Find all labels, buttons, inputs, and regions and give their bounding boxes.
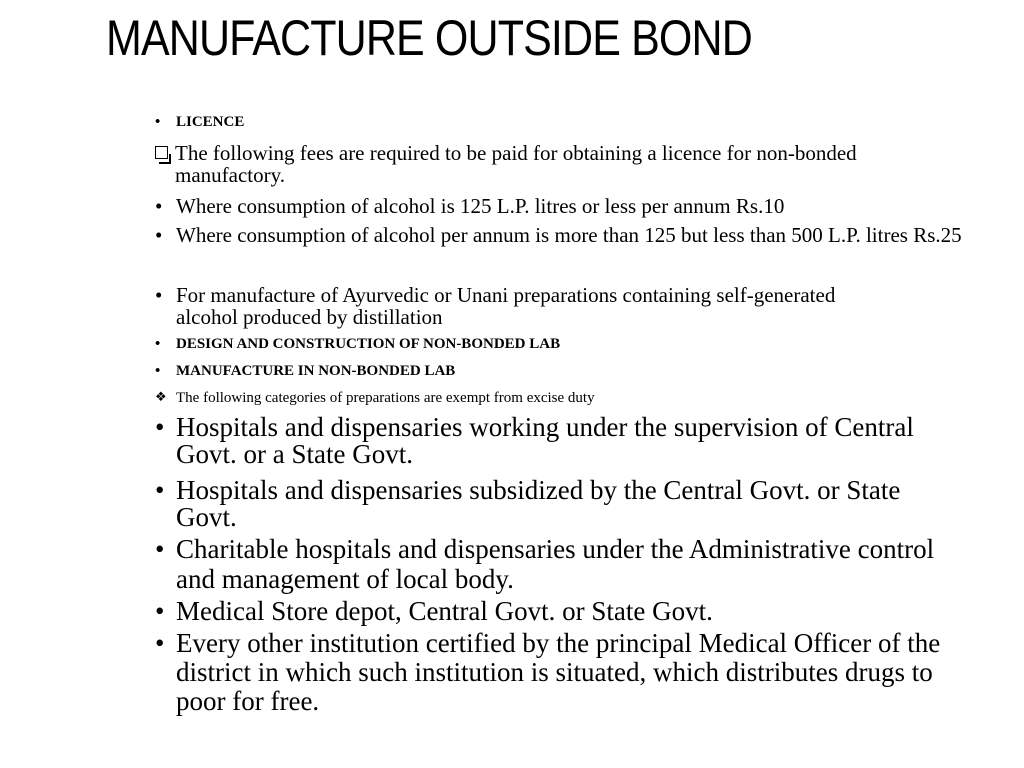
bullet-design-construction	[155, 335, 985, 353]
bullet-fee-500	[155, 224, 985, 246]
bullet-text: Charitable hospitals and dispensaries under the Administrative control and management of local body.	[176, 534, 935, 594]
bullet-exempt-categories	[155, 389, 985, 407]
bullet-hospitals-subsidized	[155, 477, 925, 531]
diamond-bullet-icon: ❖	[155, 390, 167, 405]
bullet-text: LICENCE	[176, 114, 245, 130]
bullet-text: The following fees are required to be paid for obtaining a licence for non-bonded manufactory.	[175, 141, 857, 187]
bullet-medical-store	[155, 598, 985, 625]
bullet-dot-icon: •	[155, 534, 165, 564]
bullet-ayurvedic	[155, 284, 895, 328]
bullet-text: Hospitals and dispensaries working under the supervision of Central Govt. or a State Govt.	[176, 412, 914, 469]
bullet-text: Hospitals and dispensaries subsidized by the Central Govt. or State Govt.	[176, 475, 901, 532]
bullet-text: DESIGN AND CONSTRUCTION OF NON-BONDED LAB	[176, 336, 561, 352]
bullet-hospitals-supervision	[155, 414, 925, 468]
bullet-dot-icon: •	[155, 628, 165, 658]
bullet-charitable-hospitals	[155, 534, 945, 594]
bullet-dot-icon: •	[155, 363, 161, 379]
bullet-licence	[155, 113, 985, 131]
bullet-dot-icon: •	[155, 336, 161, 352]
slide-title: MANUFACTURE OUTSIDE BOND	[106, 10, 752, 66]
bullet-dot-icon: •	[155, 114, 161, 130]
bullet-manufacture-lab	[155, 362, 985, 380]
bullet-other-institution	[155, 629, 955, 716]
bullet-dot-icon: •	[155, 412, 165, 442]
bullet-text: For manufacture of Ayurvedic or Unani preparations containing self-generated alcohol produced by distillation	[176, 283, 836, 329]
bullet-text: Medical Store depot, Central Govt. or State Govt.	[176, 596, 713, 626]
bullet-fee-125	[155, 195, 985, 217]
bullet-dot-icon: •	[155, 194, 163, 218]
bullet-fees-intro	[155, 142, 955, 186]
bullet-text: Where consumption of alcohol per annum is more than 125 but less than 500 L.P. litres Rs.25	[176, 223, 962, 247]
bullet-text: MANUFACTURE IN NON-BONDED LAB	[176, 363, 456, 379]
bullet-dot-icon: •	[155, 223, 163, 247]
bullet-dot-icon: •	[155, 596, 165, 626]
bullet-dot-icon: •	[155, 283, 163, 307]
bullet-text: The following categories of preparations are exempt from excise duty	[176, 390, 595, 406]
bullet-text: Every other institution certified by the principal Medical Officer of the district in which such institution is situated, which distributes drugs to poor for free.	[176, 628, 941, 716]
checkbox-square-icon	[155, 146, 168, 159]
bullet-text: Where consumption of alcohol is 125 L.P. litres or less per annum Rs.10	[176, 194, 785, 218]
bullet-dot-icon: •	[155, 475, 165, 505]
